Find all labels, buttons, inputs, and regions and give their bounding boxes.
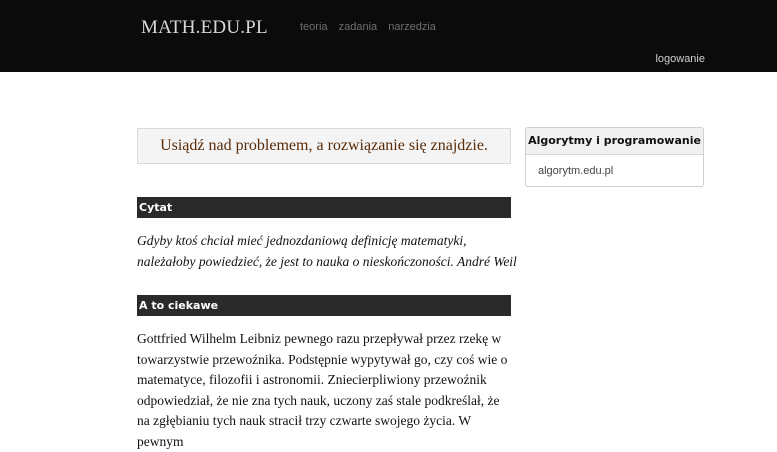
curious-section-header: A to ciekawe: [137, 295, 511, 316]
top-navbar: [0, 0, 777, 72]
motto-text: Usiądź nad problemem, a rozwiązanie się znajdzie.: [160, 137, 488, 154]
site-logo[interactable]: MATH.EDU.PL: [141, 17, 268, 38]
sidebar-box: [525, 127, 704, 187]
quote-text: Gdyby ktoś chciał mieć jednozdaniową definicję matematyki, należałoby powiedzieć, że jest to nauka o nieskończoności. André Weil: [137, 233, 517, 269]
curious-text: Gottfried Wilhelm Leibniz pewnego razu przepływał przez rzekę w towarzystwie przewoźnika. Podstępnie wypytywał go, czy coś wie o matematyce, filozofii i astronomii. Zniecierpliwiony przewoźnik odpowiedział, że nie zna tych nauk, uczony zaś stale podkreślał, że na zgłębianiu tych nauk stracił trzy czwarte swojego życia. W pewnym: [137, 331, 508, 449]
sidebar-link-algorytm[interactable]: algorytm.edu.pl: [538, 165, 614, 177]
quote-section-header: Cytat: [137, 197, 511, 218]
main-nav: [300, 21, 444, 33]
motto-banner: [137, 128, 511, 164]
nav-link-narzedzia[interactable]: narzedzia: [388, 21, 436, 33]
nav-link-teoria[interactable]: teoria: [300, 21, 328, 33]
nav-link-zadania[interactable]: zadania: [338, 21, 378, 33]
login-link[interactable]: logowanie: [655, 53, 705, 65]
sidebar-title: Algorytmy i programowanie: [526, 128, 703, 155]
